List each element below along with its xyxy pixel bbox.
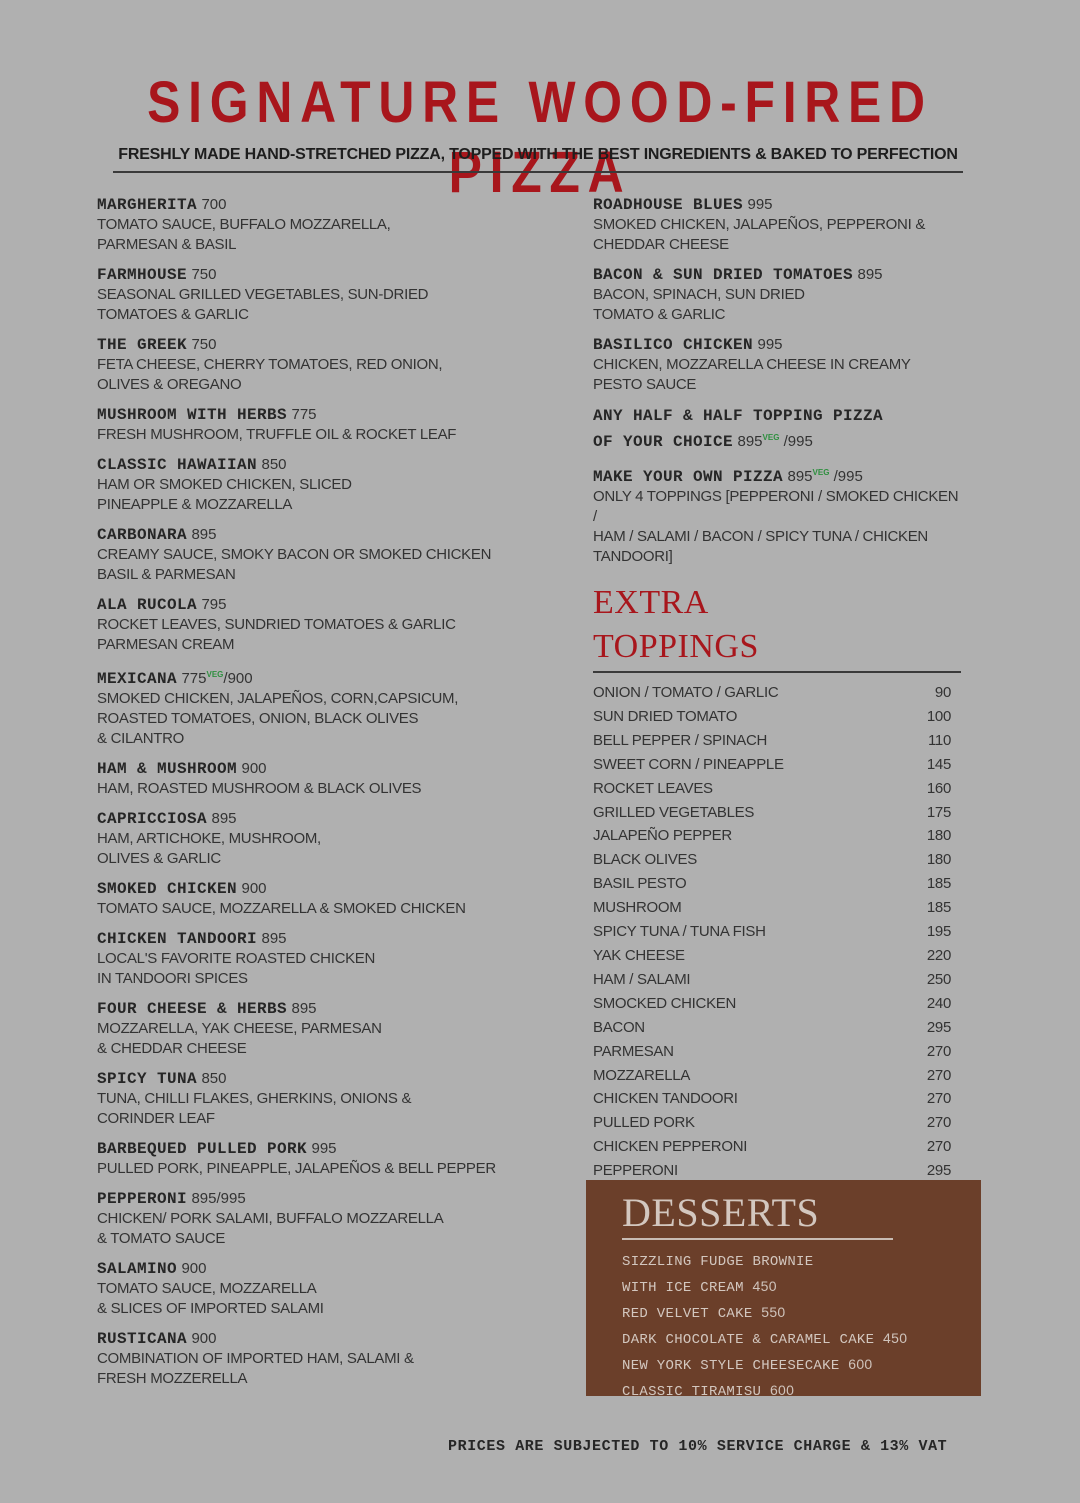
item-description: TOMATO & GARLIC bbox=[593, 306, 726, 323]
item-price-alt: /900 bbox=[223, 670, 253, 687]
topping-price: 240 bbox=[926, 994, 951, 1012]
pizza-list-left bbox=[97, 195, 517, 1399]
item-price: 895 bbox=[261, 930, 287, 947]
topping-row bbox=[593, 1135, 951, 1159]
menu-item bbox=[97, 999, 517, 1059]
topping-name: YAK CHEESE bbox=[593, 946, 685, 964]
topping-name: ROCKET LEAVES bbox=[593, 779, 713, 797]
topping-price: 185 bbox=[926, 899, 951, 917]
item-name: BARBEQUED PULLED PORK bbox=[97, 1140, 308, 1158]
topping-price: 250 bbox=[926, 970, 951, 988]
dessert-item bbox=[622, 1326, 981, 1352]
item-price-alt: /995 bbox=[829, 468, 863, 485]
topping-name: SMOCKED CHICKEN bbox=[593, 994, 737, 1012]
item-price: 795 bbox=[201, 596, 227, 613]
topping-price: 100 bbox=[926, 707, 951, 725]
menu-item bbox=[97, 1139, 517, 1179]
item-description: TOMATO SAUCE, BUFFALO MOZZARELLA, bbox=[97, 216, 391, 233]
dessert-item bbox=[622, 1274, 981, 1300]
item-description: TOMATO SAUCE, MOZZARELLA & SMOKED CHICKEN bbox=[97, 900, 466, 917]
item-name: PEPPERONI bbox=[97, 1190, 188, 1208]
dessert-price: 450 bbox=[883, 1330, 908, 1346]
item-description: ROCKET LEAVES, SUNDRIED TOMATOES & GARLIC bbox=[97, 616, 456, 633]
pizza-list-right bbox=[593, 195, 963, 1183]
item-name: FOUR CHEESE & HERBS bbox=[97, 1000, 288, 1018]
dessert-name: SIZZLING FUDGE BROWNIE bbox=[622, 1254, 814, 1270]
menu-item bbox=[97, 809, 517, 869]
dessert-price: 550 bbox=[761, 1304, 786, 1320]
item-description: HAM, ROASTED MUSHROOM & BLACK OLIVES bbox=[97, 780, 422, 797]
item-price: 895 bbox=[737, 433, 763, 450]
item-name: RUSTICANA bbox=[97, 1330, 188, 1348]
dessert-price: 450 bbox=[752, 1278, 777, 1294]
item-description: LOCAL'S FAVORITE ROASTED CHICKEN bbox=[97, 950, 376, 967]
topping-name: ONION / TOMATO / GARLIC bbox=[593, 684, 779, 701]
topping-row bbox=[593, 824, 951, 848]
dessert-name: NEW YORK STYLE CHEESECAKE bbox=[622, 1358, 840, 1374]
item-price: 895 bbox=[787, 468, 813, 485]
dessert-name: WITH ICE CREAM bbox=[622, 1280, 744, 1296]
topping-name: GRILLED VEGETABLES bbox=[593, 803, 755, 821]
topping-name: PULLED PORK bbox=[593, 1114, 695, 1132]
extra-toppings-heading bbox=[593, 581, 963, 669]
topping-price: 270 bbox=[926, 1066, 951, 1084]
topping-row bbox=[593, 944, 951, 968]
topping-price: 270 bbox=[926, 1042, 951, 1060]
item-price: 900 bbox=[241, 880, 267, 897]
item-name: MUSHROOM WITH HERBS bbox=[97, 406, 288, 424]
topping-price: 195 bbox=[926, 923, 951, 941]
item-name: CAPRICCIOSA bbox=[97, 810, 208, 828]
item-description: MOZZARELLA, YAK CHEESE, PARMESAN bbox=[97, 1020, 382, 1037]
item-description: HAM / SALAMI / BACON / SPICY TUNA / CHICKEN bbox=[593, 528, 928, 545]
item-description: CHEDDAR CHEESE bbox=[593, 236, 729, 253]
item-price: 700 bbox=[201, 196, 227, 213]
dessert-name: DARK CHOCOLATE & CARAMEL CAKE bbox=[622, 1332, 875, 1348]
item-name: THE GREEK bbox=[97, 336, 188, 354]
menu-item bbox=[97, 929, 517, 989]
desserts-panel bbox=[586, 1180, 981, 1400]
item-name: FARMHOUSE bbox=[97, 266, 188, 284]
item-name: BASILICO CHICKEN bbox=[593, 336, 754, 354]
item-description: TOMATO SAUCE, MOZZARELLA bbox=[97, 1280, 317, 1297]
dessert-name: RED VELVET CAKE bbox=[622, 1306, 753, 1322]
item-description: TOMATOES & GARLIC bbox=[97, 306, 249, 323]
item-description: COMBINATION OF IMPORTED HAM, SALAMI & bbox=[97, 1350, 414, 1367]
topping-price: 185 bbox=[926, 875, 951, 893]
item-name: MEXICANA bbox=[97, 670, 178, 688]
menu-item bbox=[97, 335, 517, 395]
item-name: SALAMINO bbox=[97, 1260, 178, 1278]
topping-row bbox=[593, 1087, 951, 1111]
item-name: CLASSIC HAWAIIAN bbox=[97, 456, 258, 474]
item-price: 900 bbox=[191, 1330, 217, 1347]
divider bbox=[593, 671, 961, 673]
menu-item bbox=[97, 455, 517, 515]
item-description: HAM OR SMOKED CHICKEN, SLICED bbox=[97, 476, 352, 493]
item-description: ROASTED TOMATOES, ONION, BLACK OLIVES bbox=[97, 710, 419, 727]
topping-name: BACON bbox=[593, 1018, 645, 1036]
topping-row bbox=[593, 1040, 951, 1064]
veg-badge: VEG bbox=[206, 670, 224, 679]
topping-row bbox=[593, 896, 951, 920]
extra-toppings-heading-line2: TOPPINGS bbox=[593, 628, 759, 665]
item-name-line2: OF YOUR CHOICE bbox=[593, 433, 734, 451]
menu-item bbox=[97, 1069, 517, 1129]
topping-name: SPICY TUNA / TUNA FISH bbox=[593, 923, 766, 941]
topping-row bbox=[593, 1064, 951, 1088]
topping-name: SUN DRIED TOMATO bbox=[593, 707, 738, 725]
item-description: OLIVES & GARLIC bbox=[97, 850, 221, 867]
item-name: CARBONARA bbox=[97, 526, 188, 544]
menu-item bbox=[593, 195, 963, 255]
divider bbox=[622, 1238, 893, 1240]
topping-row bbox=[593, 777, 951, 801]
topping-name: BLACK OLIVES bbox=[593, 851, 697, 869]
topping-price: 295 bbox=[926, 1018, 951, 1036]
menu-item bbox=[593, 463, 963, 567]
dessert-price: 600 bbox=[769, 1382, 795, 1398]
item-description: HAM, ARTICHOKE, MUSHROOM, bbox=[97, 830, 321, 847]
item-price: 750 bbox=[191, 336, 217, 353]
topping-row bbox=[593, 968, 951, 992]
topping-row bbox=[593, 872, 951, 896]
item-description: CORINDER LEAF bbox=[97, 1110, 215, 1127]
topping-price: 90 bbox=[934, 684, 951, 701]
item-description: CHICKEN/ PORK SALAMI, BUFFALO MOZZARELLA bbox=[97, 1210, 444, 1227]
topping-row bbox=[593, 705, 951, 729]
item-description: FRESH MOZZERELLA bbox=[97, 1370, 248, 1387]
item-description: PARMESAN CREAM bbox=[97, 636, 235, 653]
topping-price: 110 bbox=[927, 731, 951, 749]
menu-item bbox=[593, 335, 963, 395]
menu-item bbox=[593, 405, 963, 453]
menu-item bbox=[97, 879, 517, 919]
menu-item bbox=[97, 265, 517, 325]
topping-price: 295 bbox=[926, 1162, 951, 1180]
topping-row bbox=[593, 753, 951, 777]
page-subtitle: FRESHLY MADE HAND-STRETCHED PIZZA, TOPPED WITH THE BEST INGREDIENTS & BAKED TO PERFECTION bbox=[113, 144, 963, 173]
item-description: & SLICES OF IMPORTED SALAMI bbox=[97, 1300, 324, 1317]
item-price: 775 bbox=[291, 406, 317, 423]
topping-price: 220 bbox=[926, 946, 951, 964]
topping-name: MUSHROOM bbox=[593, 899, 682, 917]
item-price: 850 bbox=[201, 1070, 227, 1087]
page-title: SIGNATURE WOOD-FIRED PIZZA bbox=[147, 70, 933, 205]
topping-price: 175 bbox=[926, 803, 951, 821]
topping-row bbox=[593, 801, 951, 825]
topping-name: CHICKEN TANDOORI bbox=[593, 1090, 738, 1108]
topping-price: 270 bbox=[926, 1138, 951, 1156]
footer-note: PRICES ARE SUBJECTED TO 10% SERVICE CHARGE & 13% VAT bbox=[448, 1438, 948, 1455]
topping-row bbox=[593, 848, 951, 872]
menu-item bbox=[97, 1189, 517, 1249]
item-description: SMOKED CHICKEN, JALAPEÑOS, PEPPERONI & bbox=[593, 216, 926, 233]
item-name: CHICKEN TANDOORI bbox=[97, 930, 258, 948]
menu-item bbox=[97, 665, 517, 749]
dessert-name: CLASSIC TIRAMISU bbox=[622, 1384, 762, 1400]
menu-item bbox=[97, 1329, 517, 1389]
topping-row bbox=[593, 729, 951, 753]
topping-price: 160 bbox=[926, 779, 951, 797]
item-description: IN TANDOORI SPICES bbox=[97, 970, 248, 987]
veg-badge: VEG bbox=[762, 433, 780, 442]
menu-item bbox=[97, 195, 517, 255]
item-description: CREAMY SAUCE, SMOKY BACON OR SMOKED CHICKEN bbox=[97, 546, 492, 563]
topping-price: 270 bbox=[926, 1090, 951, 1108]
topping-price: 145 bbox=[926, 755, 951, 773]
item-price: 895/995 bbox=[191, 1190, 246, 1207]
topping-row bbox=[593, 1016, 951, 1040]
item-name: MAKE YOUR OWN PIZZA bbox=[593, 468, 784, 486]
topping-price: 180 bbox=[926, 827, 951, 845]
topping-row bbox=[593, 681, 951, 705]
topping-name: HAM / SALAMI bbox=[593, 970, 691, 988]
item-description: OLIVES & OREGANO bbox=[97, 376, 242, 393]
item-name: ROADHOUSE BLUES bbox=[593, 196, 744, 214]
item-name: SMOKED CHICKEN bbox=[97, 880, 238, 898]
item-price: 775 bbox=[181, 670, 207, 687]
item-name: MARGHERITA bbox=[97, 196, 198, 214]
topping-name: PARMESAN bbox=[593, 1042, 674, 1060]
desserts-heading: DESSERTS bbox=[622, 1190, 820, 1235]
dessert-item bbox=[622, 1352, 981, 1378]
item-price: 895 bbox=[291, 1000, 317, 1017]
item-price: 850 bbox=[261, 456, 287, 473]
menu-item bbox=[97, 1259, 517, 1319]
item-name: ANY HALF & HALF TOPPING PIZZA bbox=[593, 407, 884, 425]
item-description: BACON, SPINACH, SUN DRIED bbox=[593, 286, 805, 303]
menu-item bbox=[97, 405, 517, 445]
topping-row bbox=[593, 920, 951, 944]
item-description: SEASONAL GRILLED VEGETABLES, SUN-DRIED bbox=[97, 286, 429, 303]
topping-price: 270 bbox=[926, 1114, 951, 1132]
item-price: 995 bbox=[757, 336, 783, 353]
item-description: FETA CHEESE, CHERRY TOMATOES, RED ONION, bbox=[97, 356, 443, 373]
dessert-item bbox=[622, 1378, 981, 1404]
topping-name: BASIL PESTO bbox=[593, 875, 687, 893]
item-description: TANDOORI] bbox=[593, 548, 673, 565]
topping-name: BELL PEPPER / SPINACH bbox=[593, 731, 768, 749]
item-price: 900 bbox=[241, 760, 267, 777]
extra-toppings-list bbox=[593, 681, 963, 1183]
item-name: SPICY TUNA bbox=[97, 1070, 198, 1088]
topping-name: JALAPEÑO PEPPER bbox=[593, 827, 732, 845]
item-description: PINEAPPLE & MOZZARELLA bbox=[97, 496, 293, 513]
topping-price: 180 bbox=[926, 851, 951, 869]
item-name: ALA RUCOLA bbox=[97, 596, 198, 614]
item-price: 995 bbox=[311, 1140, 337, 1157]
topping-name: PEPPERONI bbox=[593, 1162, 678, 1180]
dessert-item bbox=[622, 1250, 981, 1274]
topping-name: SWEET CORN / PINEAPPLE bbox=[593, 755, 784, 773]
item-price: 895 bbox=[211, 810, 237, 827]
item-description: & CILANTRO bbox=[97, 730, 185, 747]
item-description: TUNA, CHILLI FLAKES, GHERKINS, ONIONS & bbox=[97, 1090, 412, 1107]
topping-name: CHICKEN PEPPERONI bbox=[593, 1138, 748, 1156]
item-description: & TOMATO SAUCE bbox=[97, 1230, 226, 1247]
dessert-item bbox=[622, 1300, 981, 1326]
topping-row bbox=[593, 992, 951, 1016]
dessert-price: 600 bbox=[848, 1356, 873, 1372]
item-name: HAM & MUSHROOM bbox=[97, 760, 238, 778]
item-name: BACON & SUN DRIED TOMATOES bbox=[593, 266, 854, 284]
item-description: PESTO SAUCE bbox=[593, 376, 697, 393]
topping-name: MOZZARELLA bbox=[593, 1066, 691, 1084]
menu-item bbox=[97, 595, 517, 655]
item-price: 895 bbox=[857, 266, 883, 283]
item-price: 895 bbox=[191, 526, 217, 543]
menu-item bbox=[593, 265, 963, 325]
item-price: 750 bbox=[191, 266, 217, 283]
item-description: PARMESAN & BASIL bbox=[97, 236, 237, 253]
item-description: CHICKEN, MOZZARELLA CHEESE IN CREAMY bbox=[593, 356, 911, 373]
item-description: PULLED PORK, PINEAPPLE, JALAPEÑOS & BELL PEPPER bbox=[97, 1160, 496, 1177]
menu-item bbox=[97, 525, 517, 585]
item-description: SMOKED CHICKEN, JALAPEÑOS, CORN,CAPSICUM, bbox=[97, 690, 459, 707]
item-description: FRESH MUSHROOM, TRUFFLE OIL & ROCKET LEAF bbox=[97, 426, 457, 443]
item-price-alt: /995 bbox=[779, 433, 813, 450]
veg-badge: VEG bbox=[812, 468, 830, 477]
extra-toppings-heading-line1: EXTRA bbox=[593, 584, 709, 621]
topping-row bbox=[593, 1111, 951, 1135]
item-price: 900 bbox=[181, 1260, 207, 1277]
item-description: & CHEDDAR CHEESE bbox=[97, 1040, 247, 1057]
item-description: ONLY 4 TOPPINGS [PEPPERONI / SMOKED CHICKEN / bbox=[593, 488, 959, 525]
item-description: BASIL & PARMESAN bbox=[97, 566, 236, 583]
menu-item bbox=[97, 759, 517, 799]
item-price: 995 bbox=[747, 196, 773, 213]
